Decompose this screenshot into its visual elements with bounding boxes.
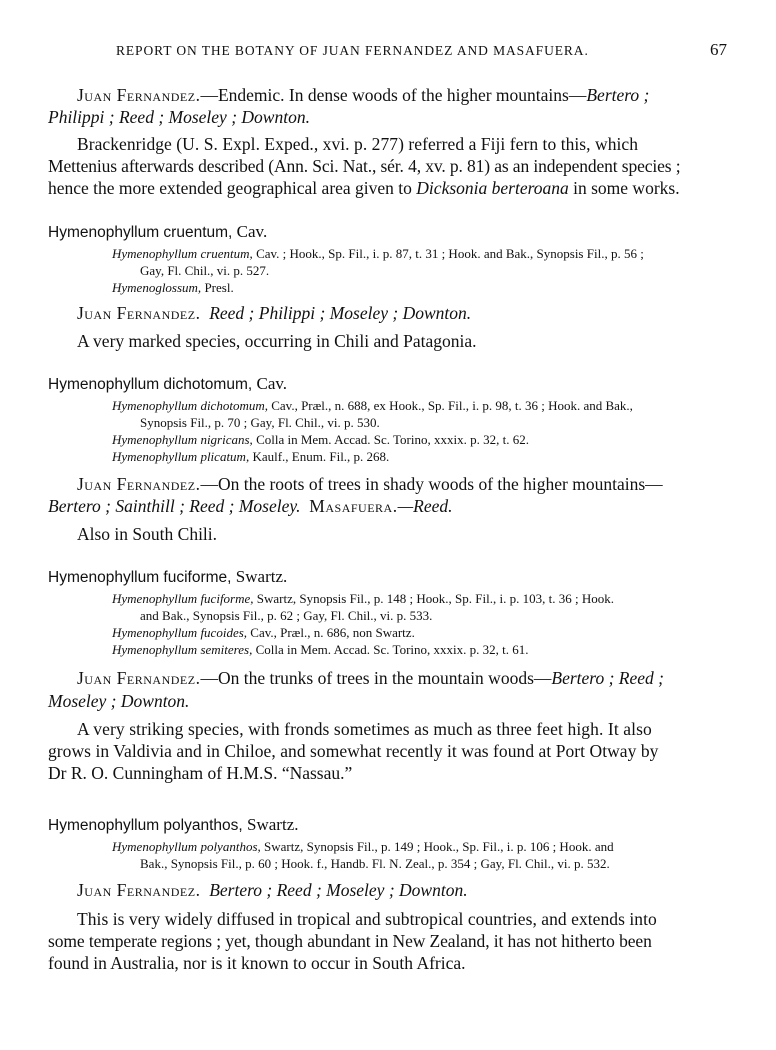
synonym-line: [140, 262, 269, 280]
intro-collectors-line: Philippi ; Reed ; Moseley ; Downton.: [48, 107, 310, 127]
note-line: found in Australia, nor is it known to occur in South Africa.: [48, 953, 466, 973]
note-line: A very marked species, occurring in Chili and Patagonia.: [77, 331, 477, 351]
synonym-name: Hymenophyllum semiteres,: [112, 642, 253, 657]
taxon-name: Dicksonia berteroana: [416, 178, 569, 198]
collector-text: Bertero ; Reed ; Moseley ; Downton.: [209, 880, 468, 900]
synonym-line: [112, 624, 415, 642]
text-span: in some works.: [568, 178, 680, 198]
note-line: A very striking species, with fronds sometimes as much as three feet high. It also: [77, 719, 652, 739]
synonym-line: [140, 607, 432, 625]
running-title: REPORT ON THE BOTANY OF JUAN FERNANDEZ AND MASAFUERA.: [116, 43, 589, 58]
citation-text: Gay, Fl. Chil., vi. p. 527.: [140, 263, 270, 278]
distribution-line: Moseley ; Downton.: [48, 691, 190, 711]
locality-label: Juan Fernandez.: [77, 303, 201, 323]
synonym-name: Hymenophyllum cruentum,: [112, 246, 253, 261]
citation-text: Presl.: [201, 280, 234, 295]
species-author: Swartz.: [235, 567, 288, 586]
distribution-line: [77, 473, 663, 495]
note-line: grows in Valdivia and in Chiloe, and somewhat recently it was found at Port Otway by: [48, 741, 659, 761]
locality-label: Juan Fernandez.: [77, 474, 201, 494]
species-author: Swartz.: [247, 815, 299, 834]
synonym-line: [112, 279, 234, 297]
synonym-line: [112, 590, 614, 608]
citation-text: Colla in Mem. Accad. Sc. Torino, xxxix. p. 32, t. 61.: [252, 642, 529, 657]
locality-label: Masafuera.: [309, 496, 398, 516]
note-line: Dr R. O. Cunningham of H.M.S. “Nassau.”: [48, 763, 353, 783]
habitat-text: —On the roots of trees in shady woods of the higher mountains—: [200, 474, 663, 494]
synonym-line: [112, 838, 614, 856]
species-heading: [48, 374, 287, 395]
collector-text: —Reed.: [397, 496, 453, 516]
collector-text: Bertero ;: [586, 85, 650, 105]
species-author: Cav.: [256, 374, 288, 393]
synonym-name: Hymenophyllum polyanthos,: [112, 839, 261, 854]
text-span: hence the more extended geographical area given to: [48, 178, 417, 198]
citation-text: Bak., Synopsis Fil., p. 60 ; Hook. f., Handb. Fl. N. Zeal., p. 354 ; Gay, Fl. Chil., vi. p. 532.: [140, 856, 610, 871]
habitat-text: —Endemic. In dense woods of the higher mountains—: [200, 85, 587, 105]
citation-text: Swartz, Synopsis Fil., p. 149 ; Hook., Sp. Fil., i. p. 106 ; Hook. and: [260, 839, 614, 854]
citation-text: and Bak., Synopsis Fil., p. 62 ; Gay, Fl. Chil., vi. p. 533.: [140, 608, 433, 623]
synonym-line: [140, 855, 610, 873]
paragraph-line: Brackenridge (U. S. Expl. Exped., xvi. p. 277) referred a Fiji fern to this, which: [77, 134, 639, 154]
citation-text: Synopsis Fil., p. 70 ; Gay, Fl. Chil., vi. p. 530.: [140, 415, 380, 430]
synonym-line: [112, 431, 529, 449]
note-line: This is very widely diffused in tropical and subtropical countries, and extends into: [77, 909, 657, 929]
synonym-line: [112, 397, 633, 415]
paragraph-line: [48, 177, 680, 199]
species-name: Hymenophyllum cruentum,: [48, 224, 233, 241]
paragraph-line: Mettenius afterwards described (Ann. Sci. Nat., sér. 4, xv. p. 81) as an independent species ;: [48, 156, 681, 176]
citation-text: Cav., Præl., n. 688, ex Hook., Sp. Fil., i. p. 98, t. 36 ; Hook. and Bak.,: [267, 398, 633, 413]
habitat-text: —On the trunks of trees in the mountain woods—: [200, 668, 552, 688]
species-name: Hymenophyllum dichotomum,: [48, 376, 253, 393]
locality-label: Juan Fernandez.: [77, 85, 201, 105]
species-name: Hymenophyllum polyanthos,: [48, 817, 243, 834]
synonym-line: [140, 414, 380, 432]
citation-text: Cav., Præl., n. 686, non Swartz.: [247, 625, 415, 640]
page-number: 67: [710, 40, 727, 59]
distribution-line: [77, 879, 468, 901]
collector-text: Reed ; Philippi ; Moseley ; Downton.: [209, 303, 472, 323]
synonym-name: Hymenoglossum,: [112, 280, 202, 295]
citation-text: Swartz, Synopsis Fil., p. 148 ; Hook., Sp. Fil., i. p. 103, t. 36 ; Hook.: [253, 591, 614, 606]
running-header: [0, 42, 776, 64]
species-heading: [48, 815, 299, 836]
synonym-name: Hymenophyllum fuciforme,: [112, 591, 254, 606]
citation-text: Colla in Mem. Accad. Sc. Torino, xxxix. p. 32, t. 62.: [252, 432, 529, 447]
collector-text: Bertero ; Sainthill ; Reed ; Moseley.: [48, 496, 301, 516]
species-name: Hymenophyllum fuciforme,: [48, 569, 232, 586]
synonym-name: Hymenophyllum fucoides,: [112, 625, 248, 640]
collector-text: Bertero ; Reed ;: [551, 668, 664, 688]
citation-text: Cav. ; Hook., Sp. Fil., i. p. 87, t. 31 ; Hook. and Bak., Synopsis Fil., p. 56 ;: [252, 246, 644, 261]
distribution-line: [48, 495, 453, 517]
species-heading: [48, 222, 267, 243]
note-line: Also in South Chili.: [77, 524, 218, 544]
species-author: Cav.: [236, 222, 268, 241]
synonym-name: Hymenophyllum dichotomum,: [112, 398, 268, 413]
note-line: some temperate regions ; yet, though abundant in New Zealand, it has not hitherto been: [48, 931, 652, 951]
species-heading: [48, 567, 287, 588]
synonym-line: [112, 641, 529, 659]
synonym-name: Hymenophyllum plicatum,: [112, 449, 250, 464]
distribution-line: [77, 302, 471, 324]
synonym-line: [112, 245, 644, 263]
citation-text: Kaulf., Enum. Fil., p. 268.: [249, 449, 390, 464]
intro-distribution-line: [77, 84, 649, 106]
synonym-line: [112, 448, 389, 466]
locality-label: Juan Fernandez.: [77, 668, 201, 688]
distribution-line: [77, 667, 664, 689]
locality-label: Juan Fernandez.: [77, 880, 201, 900]
synonym-name: Hymenophyllum nigricans,: [112, 432, 253, 447]
